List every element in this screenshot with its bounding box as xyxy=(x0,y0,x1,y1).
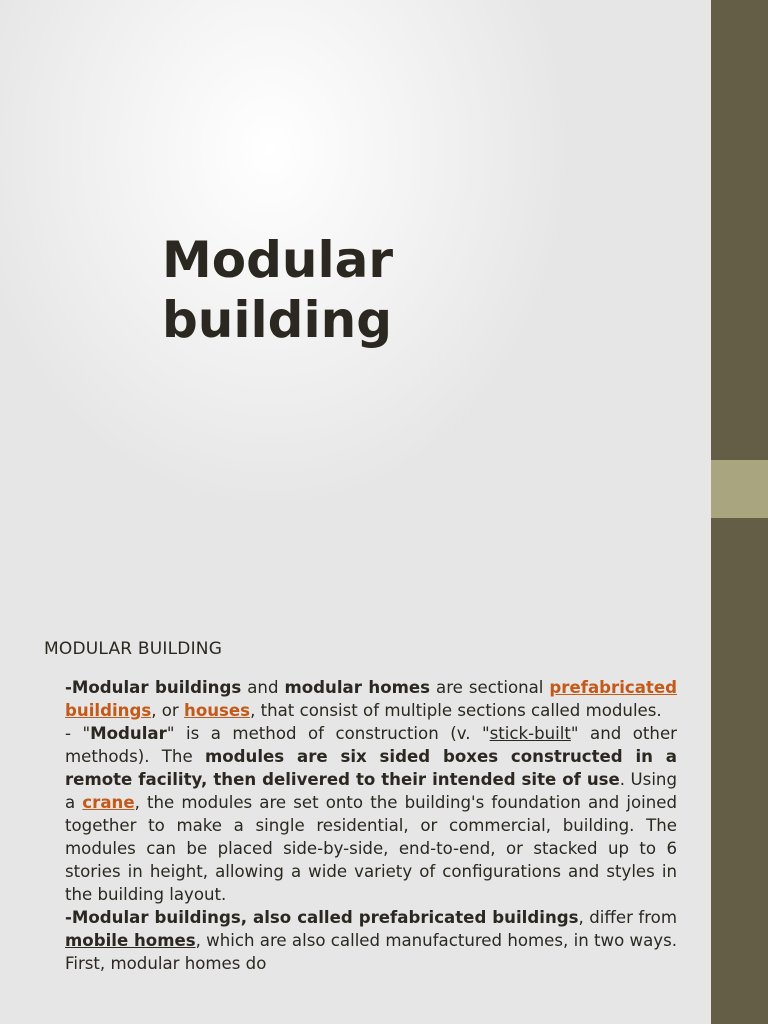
mobile-homes-link[interactable]: mobile homes xyxy=(65,931,196,950)
paragraph-1 xyxy=(65,676,677,722)
section-heading: MODULAR BUILDING xyxy=(44,639,223,659)
p2-text-1: " is a method of construction (v. " xyxy=(166,724,490,743)
p3-bold-1: -Modular buildings, also called prefabricated buildings xyxy=(65,908,579,927)
p2-text-4: , the modules are set onto the building's foundation and joined together to make a single residential, or commercial, building. The modules can be placed side-by-side, end-to-end, or stacked up to 6 stories in height, allowing a wide variety of configurations and styles in the building layout. xyxy=(65,793,677,904)
p3-text-2: , which are also called manufactured homes, in two ways. First, modular homes do xyxy=(65,931,677,973)
p1-bold-2: modular homes xyxy=(284,678,431,697)
houses-link[interactable]: houses xyxy=(184,701,251,720)
p2-bold-1: Modular xyxy=(90,724,167,743)
sidebar-accent xyxy=(711,460,768,518)
title-line-1: Modular xyxy=(162,231,394,289)
p1-text-4: , that consist of multiple sections called modules. xyxy=(250,701,662,720)
p2-text-3: . Using a xyxy=(65,770,677,812)
p2-text-2: " and other methods). The xyxy=(65,724,677,766)
body-text xyxy=(65,676,677,975)
p1-text-1: and xyxy=(241,678,285,697)
crane-link[interactable]: crane xyxy=(82,793,135,812)
p2-bold-2: modules are six sided boxes constructed in a remote facility, then delivered to their intended site of use xyxy=(65,747,677,789)
prefabricated-buildings-link[interactable]: prefabricated buildings xyxy=(65,678,677,720)
p3-text-1: , differ from xyxy=(578,908,677,927)
paragraph-3 xyxy=(65,906,677,975)
p1-bold-1: -Modular buildings xyxy=(65,678,242,697)
p1-text-3: , or xyxy=(151,701,185,720)
title-line-2: building xyxy=(162,291,392,349)
stick-built-link[interactable]: stick-built xyxy=(489,724,571,743)
p1-text-2: are sectional xyxy=(430,678,550,697)
p2-text-0: - " xyxy=(65,724,91,743)
page-title xyxy=(162,230,642,350)
paragraph-2 xyxy=(65,722,677,906)
